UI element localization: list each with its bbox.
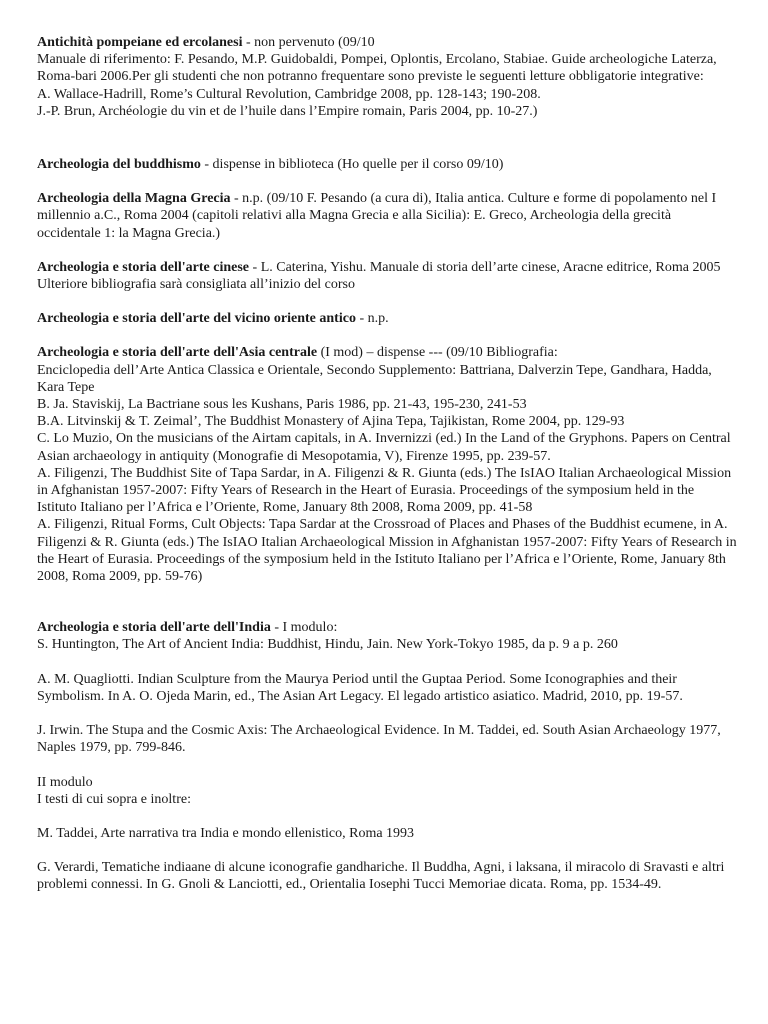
entry-title: Archeologia e storia dell'arte dell'India <box>37 620 271 636</box>
entry-heading-line <box>37 190 737 242</box>
reference-line: B.A. Litvinskij & T. Zeimal’, The Buddhist Monastery of Ajina Tepa, Tajikistan, Rome 2004, pp. 129-93 <box>37 414 625 430</box>
entry-arte-cinese <box>37 259 737 293</box>
entry-heading-line <box>37 344 737 361</box>
reference-line: C. Lo Muzio, On the musicians of the Airtam capitals, in A. Invernizzi (ed.) In the Land of the Gryphons. Papers on Central Asian archaeology in antiquity (Monografie di Mesopotamia, V), Firenze 1995, pp. 239-57. <box>37 431 731 464</box>
spacer <box>37 242 737 259</box>
module-heading: II modulo <box>37 774 93 790</box>
entry-title: Archeologia e storia dell'arte dell'Asia centrale <box>37 345 318 361</box>
reference-line: Enciclopedia dell’Arte Antica Classica e Orientale, Secondo Supplemento: Battriana, Dalverzin Tepe, Gandhara, Hadda, Kara Tepe <box>37 362 712 395</box>
entry-magna-grecia <box>37 190 737 242</box>
entry-arte-india <box>37 619 737 893</box>
reference-line: Manuale di riferimento: F. Pesando, M.P. Guidobaldi, Pompei, Oplontis, Ercolano, Stabiae. Guide archeologiche Laterza, Roma-bari 2006.Per gli studenti che non potranno frequentare sono previste le seguenti letture obbligatorie integrative: <box>37 52 717 85</box>
entry-note: (I mod) – dispense --- (09/10 Bibliografia: <box>317 345 558 361</box>
spacer <box>37 842 737 859</box>
entry-vicino-oriente <box>37 310 737 327</box>
reference-line: A. M. Quagliotti. Indian Sculpture from the Maurya Period until the Guptaa Period. Some Iconographies and their Symbolism. In A. O. Ojeda Marin, ed., The Asian Art Legacy. El legado artistico asiatico. Madrid, 2010, pp. 19-57. <box>37 671 683 704</box>
module-intro: I testi di cui sopra e inoltre: <box>37 791 191 807</box>
spacer <box>37 808 737 825</box>
document-page <box>37 34 737 894</box>
reference-line: A. Filigenzi, Ritual Forms, Cult Objects: Tapa Sardar at the Crossroad of Places and Phases of the Buddhist ecumene, in A. Filigenzi & R. Giunta (eds.) The IsIAO Italian Archaeological Mission in Afghanistan 1957-2007: Fifty Years of Research in the Heart of Eurasia. Proceedings of the symposium held in the Istituto Italiano per l’Africa e l’Oriente, Rome, January 8th 2008, Roma 2009, pp. 59-76) <box>37 517 737 585</box>
reference-line: G. Verardi, Tematiche indiaane di alcune iconografie gandhariche. Il Buddha, Agni, i laksana, il miracolo di Sravasti e altri problemi connessi. In G. Gnoli & Lanciotti, ed., Orientalia Iosephi Tucci Memoriae dicata. Roma, pp. 1534-49. <box>37 860 725 893</box>
entry-note: - L. Caterina, Yishu. Manuale di storia dell’arte cinese, Aracne editrice, Roma 2005 <box>249 259 721 275</box>
spacer <box>37 705 737 722</box>
entry-heading-line <box>37 156 737 173</box>
spacer <box>37 327 737 344</box>
entry-asia-centrale <box>37 344 737 585</box>
reference-line: J. Irwin. The Stupa and the Cosmic Axis: The Archaeological Evidence. In M. Taddei, ed. South Asian Archaeology 1977, Naples 1979, pp. 799-846. <box>37 723 721 756</box>
entry-title: Archeologia e storia dell'arte del vicino oriente antico <box>37 311 356 327</box>
entry-title: Archeologia e storia dell'arte cinese <box>37 259 250 275</box>
spacer <box>37 654 737 671</box>
entry-note: - n.p. (09/10 F. Pesando (a cura di), Italia antica. Culture e forme di popolamento nel I millennio a.C., Roma 2004 (capitoli relativi alla Magna Grecia e alla Sicilia): E. Greco, Archeologia della grecità occidentale 1: la Magna Grecia.) <box>37 191 717 241</box>
reference-line: Ulteriore bibliografia sarà consigliata all’inizio del corso <box>37 277 355 293</box>
reference-line: J.-P. Brun, Archéologie du vin et de l’huile dans l’Empire romain, Paris 2004, pp. 10-27.) <box>37 103 538 119</box>
reference-line: A. Filigenzi, The Buddhist Site of Tapa Sardar, in A. Filigenzi & R. Giunta (eds.) The IsIAO Italian Archaeological Mission in Afghanistan 1957-2007: Fifty Years of Research in the Heart of Eurasia. Proceedings of the symposium held in the Istituto Italiano per l’Africa e l’Oriente, Rome, January 8th 2008, Roma 2009, pp. 41-58 <box>37 465 732 516</box>
entry-title: Archeologia della Magna Grecia <box>37 191 231 207</box>
entry-heading-line <box>37 619 737 636</box>
entry-heading-line <box>37 259 737 276</box>
entry-heading-line <box>37 310 737 327</box>
spacer <box>37 585 737 619</box>
entry-note: - I modulo: <box>270 620 338 636</box>
reference-line: A. Wallace-Hadrill, Rome’s Cultural Revolution, Cambridge 2008, pp. 128-143; 190-208. <box>37 86 541 102</box>
entry-antichita-pompeiane <box>37 34 737 120</box>
spacer <box>37 120 737 156</box>
reference-line: B. Ja. Staviskij, La Bactriane sous les Kushans, Paris 1986, pp. 21-43, 195-230, 241-53 <box>37 397 527 413</box>
entry-archeologia-buddhismo <box>37 156 737 173</box>
entry-note: - dispense in biblioteca (Ho quelle per il corso 09/10) <box>200 157 504 173</box>
reference-line: M. Taddei, Arte narrativa tra India e mondo ellenistico, Roma 1993 <box>37 825 415 841</box>
entry-note: - n.p. <box>355 311 389 327</box>
entry-title: Archeologia del buddhismo <box>37 157 201 173</box>
spacer <box>37 173 737 190</box>
entry-title: Antichità pompeiane ed ercolanesi <box>37 35 243 50</box>
spacer <box>37 293 737 310</box>
reference-line: S. Huntington, The Art of Ancient India: Buddhist, Hindu, Jain. New York-Tokyo 1985, da p. 9 a p. 260 <box>37 637 618 653</box>
entry-heading-line <box>37 34 737 51</box>
spacer <box>37 757 737 774</box>
entry-note: - non pervenuto (09/10 <box>242 35 375 50</box>
